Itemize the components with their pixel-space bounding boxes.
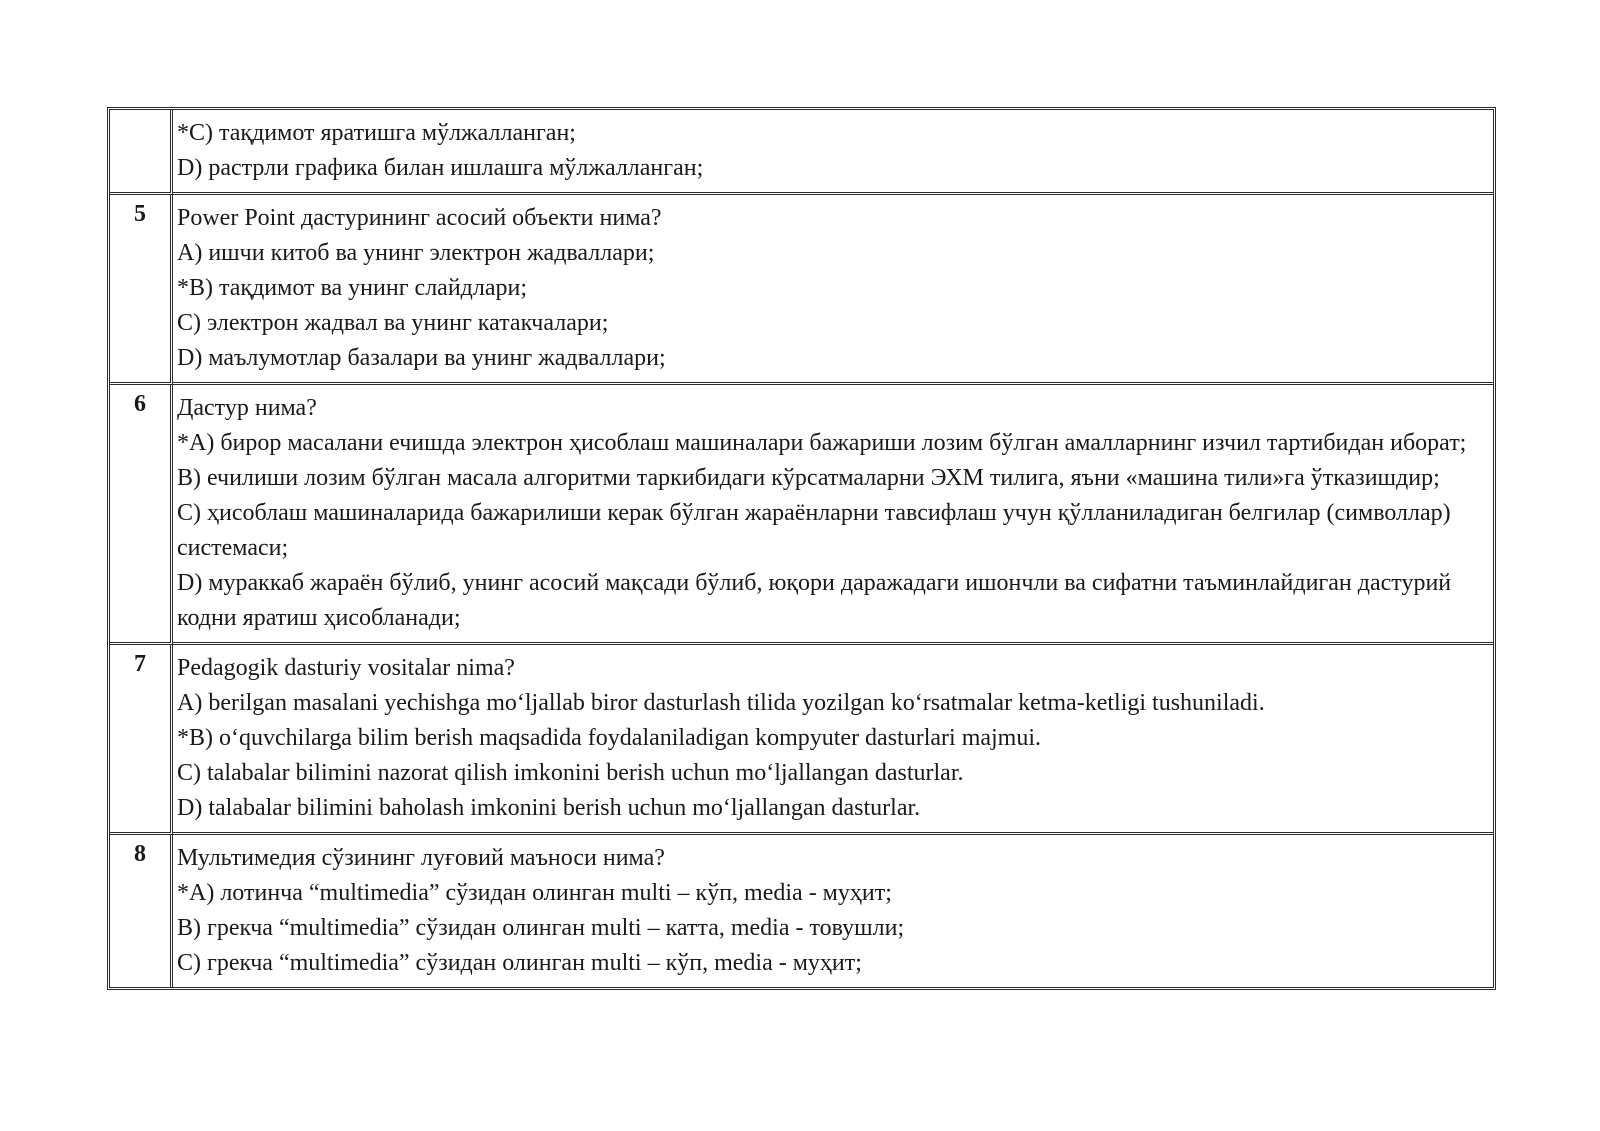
question-number: 7: [110, 645, 173, 835]
question-number: 5: [110, 195, 173, 385]
table-row: [110, 835, 1493, 987]
answer-option: *A) лотинча “multimedia” сўзидан олинган multi – кўп, media - муҳит;: [177, 880, 892, 906]
question-text: Дастур нима?: [177, 395, 317, 421]
questions-table: [107, 107, 1496, 990]
answer-option: D) мураккаб жараён бўлиб, унинг асосий мақсади бўлиб, юқори даражадаги ишончли ва сифатни таъминлайдиган дастурий кодни яратиш ҳисобланади;: [177, 570, 1452, 631]
question-number: 8: [110, 835, 173, 987]
question-content: [173, 110, 1493, 195]
question-text: Pedagogik dasturiy vositalar nima?: [177, 655, 515, 681]
answer-option: C) грекча “multimedia” сўзидан олинган multi – кўп, media - муҳит;: [177, 950, 862, 976]
answer-option: *C) тақдимот яратишга мўлжалланган;: [177, 120, 576, 146]
answer-option: D) растрли графика билан ишлашга мўлжалланган;: [177, 155, 704, 181]
question-text: Мультимедия сўзининг луғовий маъноси нима?: [177, 845, 665, 871]
answer-option: *B) oʻquvchilarga bilim berish maqsadida foydalaniladigan kompyuter dasturlari majmui.: [177, 725, 1042, 751]
question-number: [110, 110, 173, 195]
answer-option: B) ечилиши лозим бўлган масала алгоритми таркибидаги кўрсатмаларни ЭХМ тилига, яъни «машина тили»га ўтказишдир;: [177, 465, 1440, 491]
table-row: [110, 195, 1493, 385]
answer-option: B) грекча “multimedia” сўзидан олинган multi – катта, media - товушли;: [177, 915, 905, 941]
answer-option: D) talabalar bilimini baholash imkonini berish uchun moʻljallangan dasturlar.: [177, 795, 921, 821]
answer-option: C) электрон жадвал ва унинг катакчалари;: [177, 310, 609, 336]
answer-option: A) berilgan masalani yechishga moʻljallab biror dasturlash tilida yozilgan koʻrsatmalar ketma-ketligi tushuniladi.: [177, 690, 1265, 716]
question-text: Power Point дастурининг асосий объекти нима?: [177, 205, 662, 231]
table-row: [110, 385, 1493, 645]
question-number: 6: [110, 385, 173, 645]
question-content: [173, 385, 1493, 645]
question-content: [173, 645, 1493, 835]
answer-option: *A) бирор масалани ечишда электрон ҳисоблаш машиналари бажариши лозим бўлган амалларнинг изчил тартибидан иборат;: [177, 430, 1467, 456]
answer-option: A) ишчи китоб ва унинг электрон жадваллари;: [177, 240, 655, 266]
question-content: [173, 835, 1493, 987]
table-row: [110, 110, 1493, 195]
table-row: [110, 645, 1493, 835]
answer-option: C) ҳисоблаш машиналарида бажарилиши керак бўлган жараёнларни тавсифлаш учун қўлланиладиган белгилар (символлар) системаси;: [177, 500, 1451, 561]
question-content: [173, 195, 1493, 385]
answer-option: D) маълумотлар базалари ва унинг жадваллари;: [177, 345, 666, 371]
answer-option: *B) тақдимот ва унинг слайдлари;: [177, 275, 528, 301]
answer-option: C) talabalar bilimini nazorat qilish imkonini berish uchun moʻljallangan dasturlar.: [177, 760, 964, 786]
